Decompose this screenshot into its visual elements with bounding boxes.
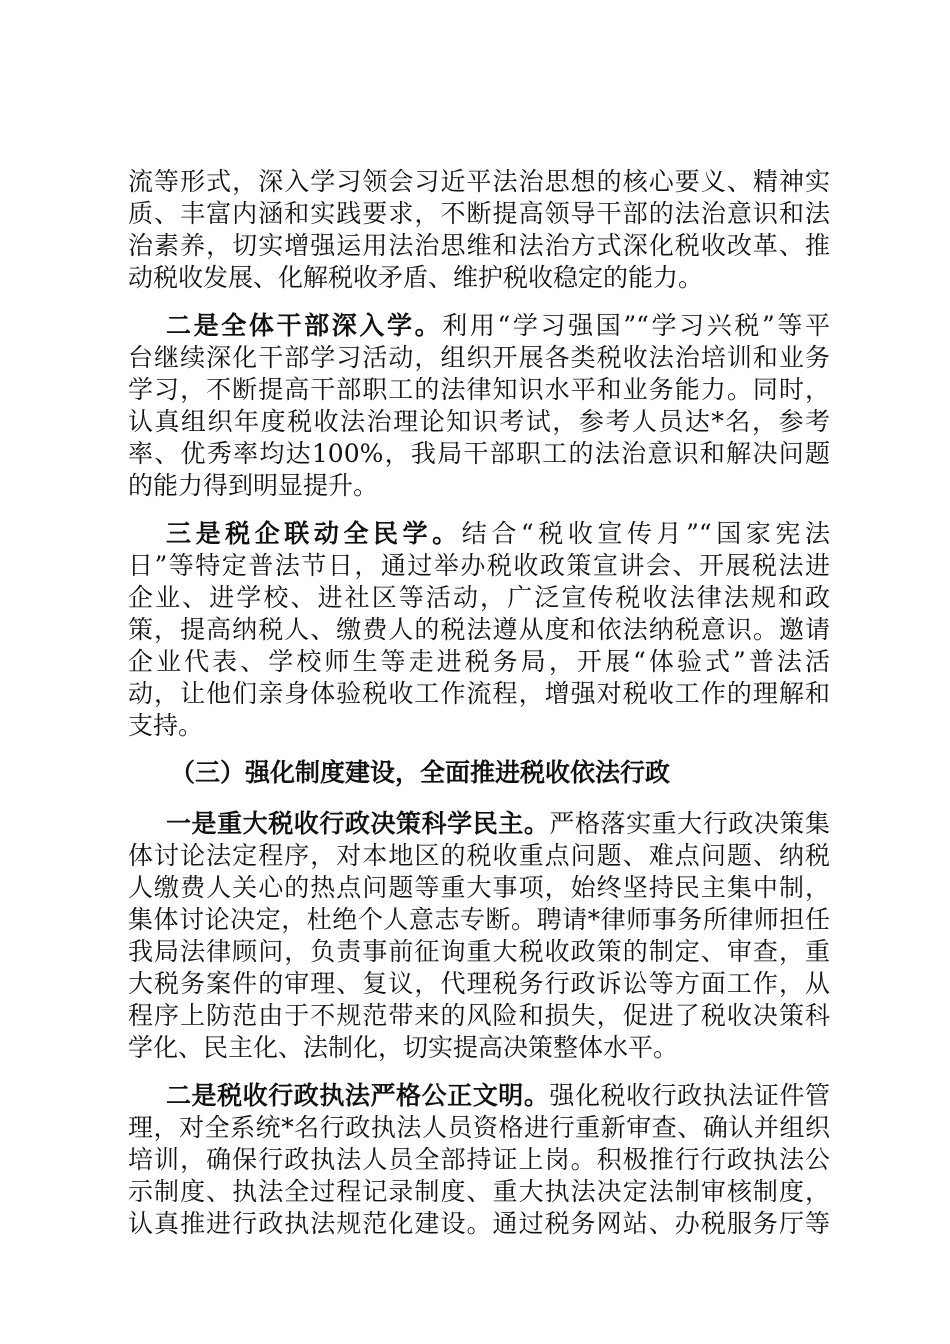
paragraph-text: 利用“学习强国”“学习兴税”等平 bbox=[442, 311, 830, 340]
section-heading: （三）强化制度建设，全面推进税收依法行政 bbox=[170, 758, 671, 787]
body-text-line: 流等形式，深入学习领会习近平法治思想的核心要义、精神实 bbox=[128, 167, 830, 196]
body-text-line: 台继续深化干部学习活动，组织开展各类税收法治培训和业务 bbox=[128, 343, 830, 372]
paragraph-first-line bbox=[166, 1080, 830, 1112]
body-text-line: 质、丰富内涵和实践要求，不断提高领导干部的法治意识和法 bbox=[128, 199, 830, 228]
body-text-line: 认真推进行政执法规范化建设。通过税务网站、办税服务厅等 bbox=[128, 1209, 830, 1238]
body-text-line: 治素养，切实增强运用法治思维和法治方式深化税收改革、推 bbox=[128, 231, 830, 260]
paragraph-first-line bbox=[166, 518, 830, 550]
body-text-line: 动，让他们亲身体验税收工作流程，增强对税收工作的理解和 bbox=[128, 679, 830, 708]
body-text-line: 体讨论法定程序，对本地区的税收重点问题、难点问题、纳税 bbox=[128, 841, 830, 870]
body-text-line: 我局法律顾问，负责事前征询重大税收政策的制定、审查，重 bbox=[128, 937, 830, 966]
body-text-line: 企业、进学校、进社区等活动，广泛宣传税收法律法规和政 bbox=[128, 583, 830, 612]
body-text-line: 理，对全系统*名行政执法人员资格进行重新审查、确认并组织 bbox=[128, 1113, 830, 1142]
body-text-line: 企业代表、学校师生等走进税务局，开展“体验式”普法活 bbox=[128, 647, 830, 676]
paragraph-text: 结合“税收宣传月”“国家宪法 bbox=[461, 519, 830, 548]
body-text-line: 率、优秀率均达100%，我局干部职工的法治意识和解决问题 bbox=[128, 439, 830, 468]
paragraph-lead: 三是税企联动全民学。 bbox=[166, 519, 462, 548]
body-text-line: 学习，不断提高干部职工的法律知识水平和业务能力。同时， bbox=[128, 375, 830, 404]
paragraph-text: 强化税收行政执法证件管 bbox=[549, 1081, 830, 1110]
body-text-line: 集体讨论决定，杜绝个人意志专断。聘请*律师事务所律师担任 bbox=[128, 905, 830, 934]
paragraph-lead: 二是税收行政执法严格公正文明。 bbox=[166, 1081, 550, 1110]
body-text-line: 的能力得到明显提升。 bbox=[128, 471, 379, 500]
body-text-line: 培训，确保行政执法人员全部持证上岗。积极推行行政执法公 bbox=[128, 1145, 830, 1174]
body-text-line: 策，提高纳税人、缴费人的税法遵从度和依法纳税意识。邀请 bbox=[128, 615, 830, 644]
paragraph-lead: 一是重大税收行政决策科学民主。 bbox=[166, 809, 550, 838]
body-text-line: 动税收发展、化解税收矛盾、维护税收稳定的能力。 bbox=[128, 263, 704, 292]
body-text-line: 学化、民主化、法制化，切实提高决策整体水平。 bbox=[128, 1033, 679, 1062]
body-text-line: 人缴费人关心的热点问题等重大事项，始终坚持民主集中制， bbox=[128, 873, 830, 902]
body-text-line: 大税务案件的审理、复议，代理税务行政诉讼等方面工作，从 bbox=[128, 969, 830, 998]
body-text-line: 支持。 bbox=[128, 711, 204, 740]
paragraph-first-line bbox=[166, 808, 830, 840]
paragraph-first-line bbox=[166, 310, 830, 342]
body-text-line: 示制度、执法全过程记录制度、重大执法决定法制审核制度， bbox=[128, 1177, 830, 1206]
body-text-line: 认真组织年度税收法治理论知识考试，参考人员达*名，参考 bbox=[128, 407, 830, 436]
paragraph-lead: 二是全体干部深入学。 bbox=[166, 311, 443, 340]
body-text-line: 程序上防范由于不规范带来的风险和损失，促进了税收决策科 bbox=[128, 1001, 830, 1030]
body-text-line: 日”等特定普法节日，通过举办税收政策宣讲会、开展税法进 bbox=[128, 551, 830, 580]
paragraph-text: 严格落实重大行政决策集 bbox=[549, 809, 830, 838]
